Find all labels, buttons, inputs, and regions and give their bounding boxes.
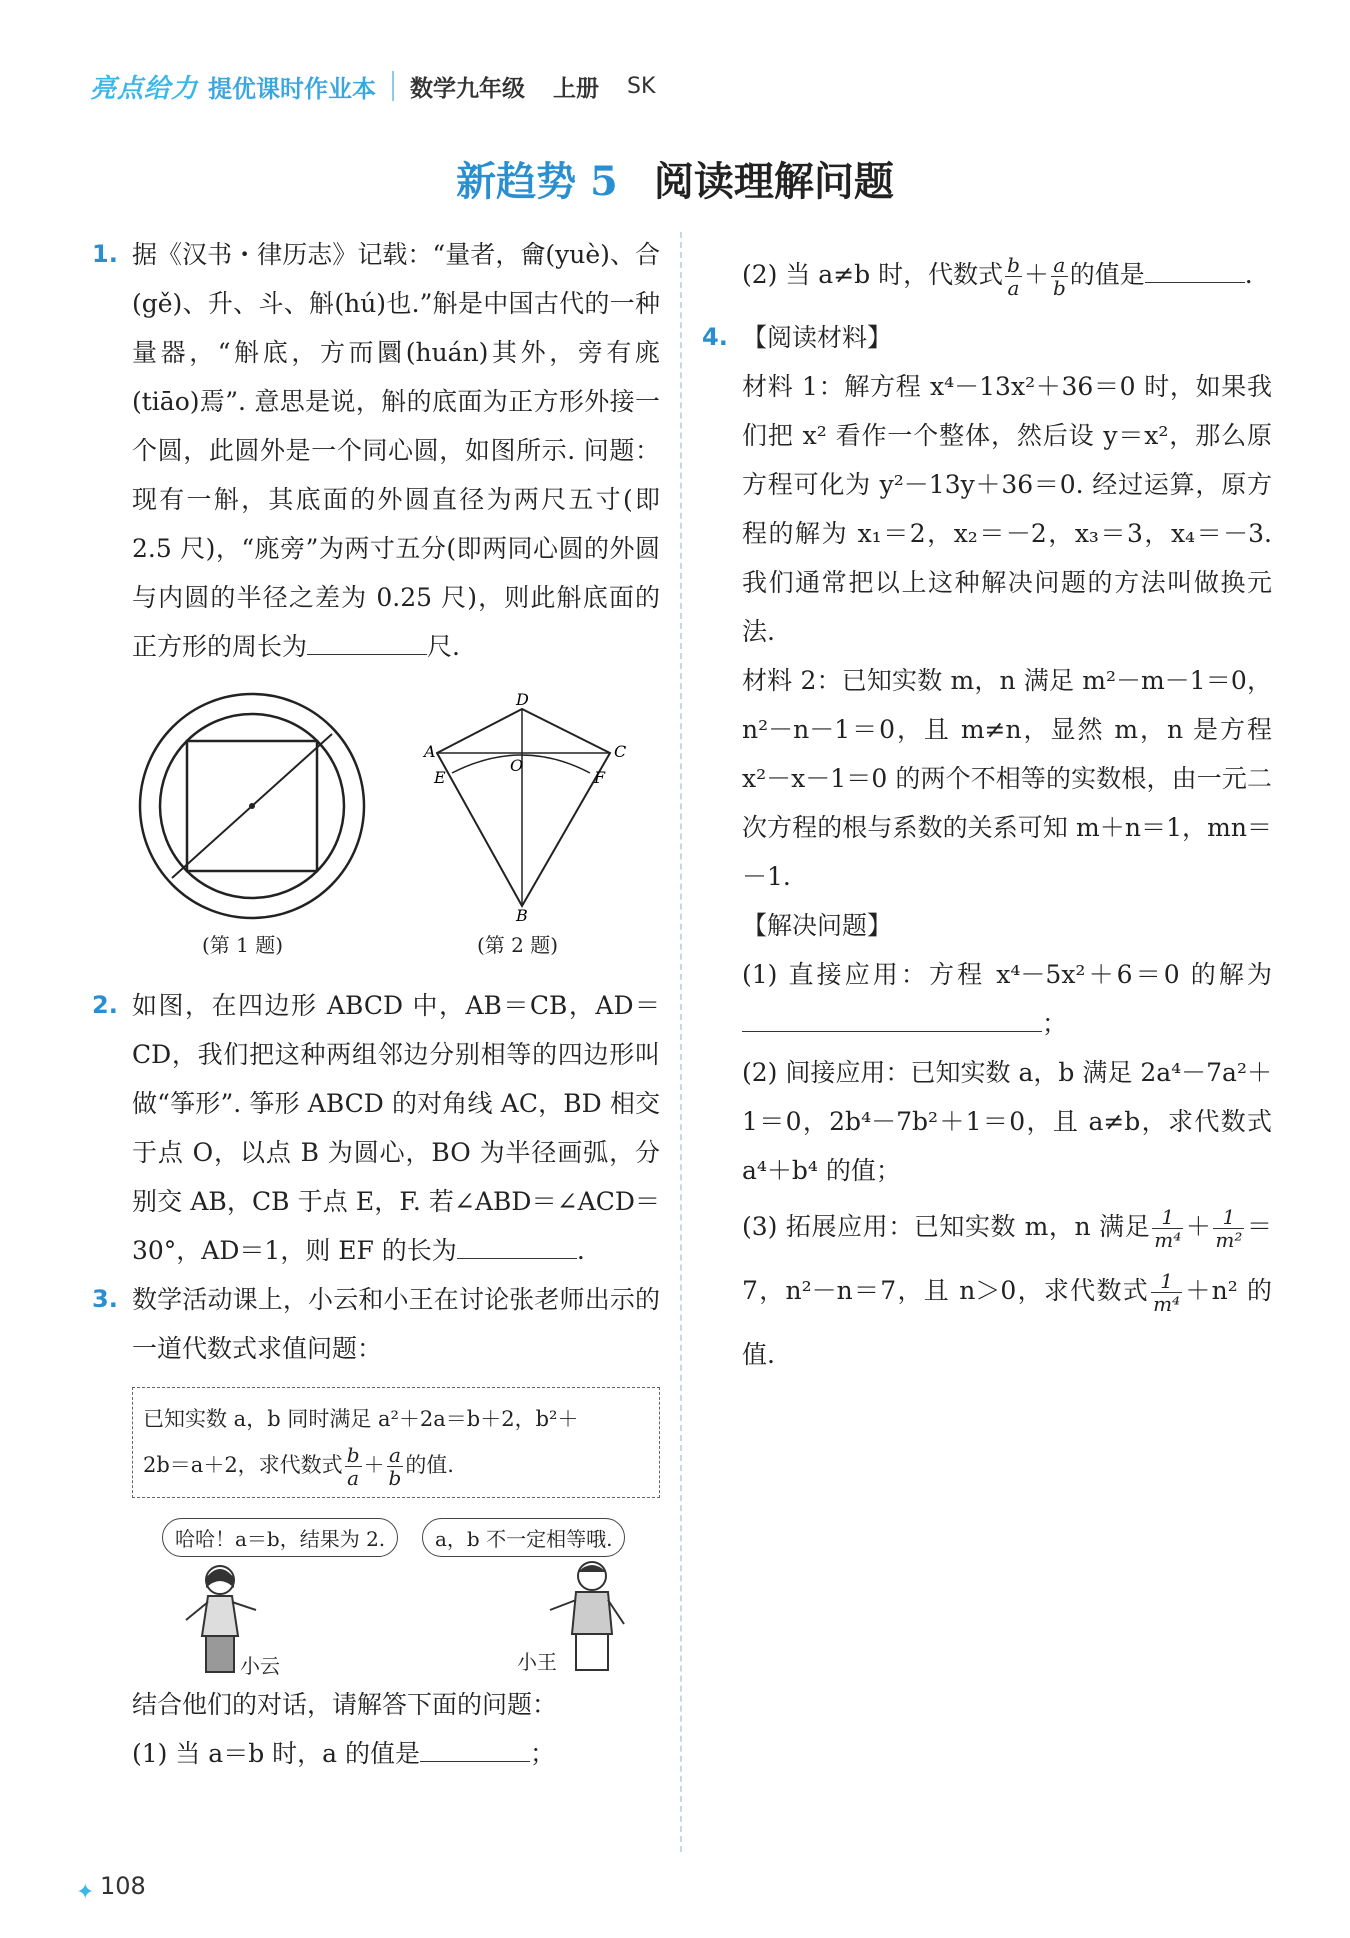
volume-label: 上册 (553, 75, 600, 102)
problem-line-2-text: 2b＝a＋2，求代数式 (143, 1453, 343, 1477)
answer-blank[interactable] (742, 1001, 1042, 1032)
fraction-denominator: m⁴ (1154, 1228, 1182, 1252)
fraction-denominator: m² (1215, 1228, 1243, 1252)
fraction-b-over-a (345, 1444, 362, 1489)
q3-sub-2: (2) 当 a≠b 时，代数式 $\frac{b}{a}$ ＋ $\frac{a}{b}$ 的值是 . (742, 253, 1253, 300)
fraction-a-over-b (1051, 254, 1068, 299)
q3-sub-1-tail: ； (530, 1739, 556, 1768)
brand-logo: 亮点给力 (90, 73, 199, 104)
star-icon: ✦ (76, 1880, 95, 1905)
question-2 (92, 981, 660, 1275)
title-topic: 阅读理解问题 (653, 158, 894, 205)
q4-sub-3-text-b: ＝7，n²－n＝7，且 n＞0，求代数式 (742, 1212, 1272, 1305)
problem-line-2-tail: 的值. (405, 1453, 454, 1477)
column-divider (680, 232, 682, 1852)
q3-prompt: 结合他们的对话，请解答下面的问题： (132, 1690, 558, 1719)
figure-1-caption: (第 1 题) (202, 933, 284, 957)
q4-sub-3-text-a: (3) 拓展应用：已知实数 m，n 满足 (742, 1212, 1151, 1241)
q3-sub-2-end: . (1244, 260, 1253, 289)
fraction-denominator: m⁴ (1153, 1292, 1181, 1316)
material-1: 材料 1：解方程 x⁴－13x²＋36＝0 时，如果我们把 x² 看作一个整体，然后设 y＝x²，那么原方程可化为 y²－13y＋36＝0. 经过运算，原方程的解为 x₁＝2，x₂＝－2，x₃＝3，x₄＝－3. 我们通常把以上这种解决问题的方法叫做换元法. (742, 372, 1272, 646)
fraction-denominator: a (1007, 276, 1020, 300)
figure-2-diagram (422, 691, 642, 921)
question-intro: 数学活动课上，小云和小王在讨论张老师出示的一道代数式求值问题： (132, 1285, 660, 1363)
q3-sub-1-text: (1) 当 a＝b 时，a 的值是 (132, 1739, 421, 1768)
dialogue-cartoon (132, 1510, 660, 1680)
answer-blank[interactable] (1145, 252, 1245, 283)
q4-sub-3 (742, 1195, 1272, 1387)
fraction-numerator: b (346, 1443, 360, 1467)
problem-line-1: 已知实数 a，b 同时满足 a²＋2a＝b＋2，b²＋ (143, 1407, 579, 1431)
problem-line-2: 2b＝a＋2，求代数式 $\frac{b}{a}$ ＋ $\frac{a}{b}$ 的值. (143, 1443, 454, 1490)
question-number: 4. (702, 323, 728, 351)
question-number: 3. (92, 1285, 118, 1313)
right-column (702, 250, 1272, 1387)
series-name: 提优课时作业本 (208, 74, 377, 103)
question-tail: . (576, 1236, 585, 1265)
speech-bubble-left: 哈哈！a＝b，结果为 2. (162, 1518, 398, 1557)
q4-sub-1-tail: ； (1042, 1009, 1068, 1038)
name-label-left: 小云 (240, 1654, 280, 1678)
fraction-a-over-b (387, 1444, 404, 1489)
label-O: O (510, 756, 524, 775)
q3-sub-1 (132, 1729, 660, 1778)
fraction-numerator: 1 (1213, 1206, 1244, 1229)
subject-label: 数学九年级 (410, 75, 526, 102)
answer-blank[interactable] (307, 624, 427, 655)
fraction-numerator: 1 (1151, 1270, 1182, 1293)
question-text: 如图，在四边形 ABCD 中，AB＝CB，AD＝CD，我们把这种两组邻边分别相等的四边形叫做“筝形”. 筝形 ABCD 的对角线 AC，BD 相交于点 O，以点 B 为圆心，BO 为半径画弧，分别交 AB，CB 于点 E，F. 若∠ABD＝∠ACD＝30°，AD＝1，则 EF 的长为 (132, 991, 660, 1265)
name-label-right: 小王 (517, 1650, 557, 1674)
q3-sub-2-text: (2) 当 a≠b 时，代数式 (742, 260, 1004, 289)
page-header (90, 66, 655, 106)
page-title (0, 150, 1350, 207)
figure-2-caption: (第 2 题) (477, 933, 559, 957)
plus-sign: ＋ (1185, 1212, 1212, 1241)
label-A: A (424, 742, 436, 761)
fraction-b-over-a (1005, 254, 1022, 299)
answer-blank[interactable] (457, 1228, 577, 1259)
question-1 (92, 230, 660, 671)
question-tail: 尺. (427, 632, 460, 661)
label-D: D (516, 691, 529, 709)
fraction-numerator: a (1051, 254, 1068, 277)
fraction-1-over-m4 (1151, 1270, 1182, 1315)
figure-1-diagram (132, 691, 372, 921)
question-number: 1. (92, 240, 118, 268)
fraction-numerator: b (1007, 253, 1020, 277)
fraction-denominator: a (347, 1466, 360, 1490)
question-text: 据《汉书・律历志》记载：“量者，龠(yuè)、合(gě)、升、斗、斛(hú)也.”斛是中国古代的一种量器，“斛底，方而圜(huán)其外，旁有庣(tiāo)焉”. 意思是说，斛的底面为正方形外接一个圆，此圆外是一个同心圆，如图所示. 问题：现有一斛，其底面的外圆直径为两尺五寸(即 2.5 尺)，“庣旁”为两寸五分(即两同心圆的外圆与内圆的半径之差为 0.25 尺)，则此斛底面的正方形的周长为 (132, 240, 660, 661)
label-E: E (434, 768, 446, 787)
fraction-1-over-m2 (1213, 1206, 1244, 1251)
page-number: 108 (100, 1872, 146, 1900)
material-2: 材料 2：已知实数 m，n 满足 m²－m－1＝0，n²－n－1＝0，且 m≠n，显然 m，n 是方程 x²－x－1＝0 的两个不相等的实数根，由一元二次方程的根与系数的关系可知 m＋n＝1，mn＝－1. (742, 666, 1272, 891)
speech-bubble-right: a，b 不一定相等哦. (422, 1518, 625, 1557)
fraction-1-over-m4 (1152, 1206, 1183, 1251)
q4-sub-1-text: (1) 直接应用：方程 x⁴－5x²＋6＝0 的解为 (742, 960, 1272, 989)
fraction-denominator: b (1052, 276, 1066, 300)
problem-box (132, 1387, 660, 1498)
q3-sub-2-tail: 的值是 (1069, 260, 1145, 289)
label-C: C (614, 742, 627, 761)
title-series: 新趋势 5 (456, 158, 618, 205)
question-4 (702, 313, 1272, 1387)
fraction-numerator: a (387, 1444, 404, 1467)
header-divider (392, 71, 394, 101)
label-B: B (516, 906, 528, 921)
question-3 (92, 1275, 660, 1373)
fraction-numerator: 1 (1152, 1206, 1183, 1229)
left-column (92, 230, 660, 1778)
fraction-denominator: b (388, 1466, 402, 1490)
answer-blank[interactable] (420, 1731, 530, 1762)
q4-sub-3-text-c: ＋n² 的值. (742, 1276, 1272, 1369)
reading-heading: 【阅读材料】 (742, 323, 893, 352)
q4-sub-2: (2) 间接应用：已知实数 a，b 满足 2a⁴－7a²＋1＝0，2b⁴－7b²＋1＝0，且 a≠b，求代数式 a⁴＋b⁴ 的值； (742, 1058, 1272, 1185)
question-number: 2. (92, 991, 118, 1019)
figures (132, 691, 660, 981)
solve-heading: 【解决问题】 (742, 911, 893, 940)
label-F: F (594, 768, 606, 787)
q4-sub-1 (742, 950, 1272, 1048)
edition-label: SK (627, 73, 656, 99)
